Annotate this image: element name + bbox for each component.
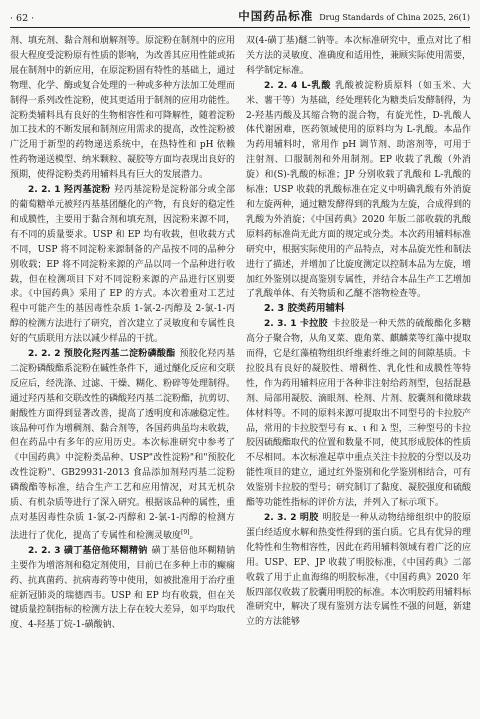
- section-heading: 2. 2. 3 磺丁基倍他环糊精钠: [28, 545, 148, 556]
- section-gelatin: [246, 511, 471, 630]
- section-body: 磺丁基倍他环糊精钠主要作为增溶剂和稳定剂使用，目前已在多种上市的癫痫药、抗真菌药、抗病毒药等中使用，如被批准用于治疗重症新冠肺炎的瑞德西韦。USP 和 EP 均有收载，但在关键质量控制指标的检测方法上存在较大差异，如平均取代度、4-羟基丁烷-1-磺酸钠、: [10, 545, 236, 631]
- journal-name-en: Drug Standards of China 2025, 26(1): [319, 13, 470, 22]
- section-sulfobutyl-cyclodextrin: [10, 544, 235, 633]
- citation-ref: [9]: [181, 528, 190, 536]
- section-heading: 2. 2. 1 羟丙基淀粉: [28, 185, 111, 196]
- section-heading: 2. 2. 4 L-乳酸: [264, 80, 332, 91]
- page-header: [10, 6, 470, 28]
- paragraph-intro: 剂、填充剂、黏合剂和崩解剂等。原淀粉在制剂中的应用很大程度受淀粉原有性质的影响，为改善其应用性能或拓展在制剂中的新应用，在原淀粉固有特性的基础上，通过物理、化学、酶或复合处理的一种或多种方法加工处理而制得一系列改性淀粉，使其更适用于制剂的应用功能性。淀粉类辅料具有良好的生物相容性和可降解性，随着淀粉加工技术的不断发展和制剂应用需求的提高，改性淀粉被广泛用于新型的药物递送系统中，在热特性和 pH 依赖性药物递送模型、纳米颗粒、凝胶等方面均表现出良好的预期，使得淀粉类药用辅料具有巨大的发展潜力。: [10, 36, 236, 181]
- journal-title: [238, 8, 470, 24]
- right-column: [246, 34, 471, 630]
- section-heading: 2. 3. 1 卡拉胶: [264, 319, 328, 330]
- section-heading: 2. 2. 2 预胶化羟丙基二淀粉磷酸酯: [28, 349, 176, 360]
- section-gum-excipients: 2. 3 胶类药用辅料: [264, 303, 345, 315]
- left-column: [10, 34, 235, 633]
- section-body: 明胶是一种从动物结缔组织中的胶原蛋白经适度水解和热变性得到的蛋白质。它具有优异的理化特性和生物相容性，因此在药用辅料领域有着广泛的应用。USP、EP、JP 收载了明胶标准，《中国药典》二部收载了用于止血海绵的明胶标准，《中国药典》2020 年版四部仅收载了胶囊用明胶的标准。本次明胶药用辅料标准研究中，解决了现有鉴别方法专属性不强的问题，新建立的方法能够: [246, 513, 472, 628]
- section-heading: 2. 3. 2 明胶: [264, 513, 319, 523]
- section-hydroxypropyl-starch: [10, 183, 235, 347]
- paragraph-continued: 双(4-磺丁基)醚二钠等。本次标准研究中，重点对比了相关方法的灵敏度、准确度和适用性，兼顾实际使用需要，科学制定标准。: [246, 36, 472, 76]
- section-pregelatinized-phosphate: 2. 2. 2 预胶化羟丙基二淀粉磷酸酯 预胶化羟丙基二淀粉磷酸酯系淀粉在碱性条件下，通过醚化反应和交联反应后，经洗涤、过滤、干燥、糊化、粉碎等处理制得。通过羟丙基和交联改性的磷酸羟丙基二淀粉酯，抗剪切、耐酸性方面得到显著改善，提高了透明度和冻融稳定性。该品种可作为增稠剂、黏合剂等，各国药典虽均未收载，但在药品中有多年的应用历史。本次标准研究中参考了《中国药典》中淀粉类品种、USP"改性淀粉"和"预胶化改性淀粉"、GB29931-2013 食品添加剂羟丙基二淀粉磷酸酯等标准，结合生产工艺和应用情况，对其无机杂质、有机杂质等进行了深入研究。根据该品种的属性，重点对基因毒性杂质 1-氯-2-丙醇和 2-氯-1-丙醇的检测方法进行了优化，提高了专属性和检测灵敏度[9]。: [10, 349, 236, 541]
- section-lactic-acid: [246, 79, 471, 303]
- section-carrageenan: [246, 317, 471, 511]
- section-body: 乳酸被淀粉质原料（如玉米、大米、薯干等）为基础，经处理转化为糖类后发酵制得，为 2-羟基丙酸及其缩合物的混合物，有旋光性，D-乳酸人体代谢困难，医药领域使用的原料均为 L-乳酸。本品作为药用辅料时，常用作 pH 调节剂、助溶剂等，可用于注射剂、口服制剂和外用制剂。EP 收载了乳酸（外消旋）和(S)-乳酸的标准；JP 分别收载了乳酸和 L-乳酸的标准；USP 收载的乳酸标准在定义中明确乳酸有外消旋和左旋两种，通过糖发酵得到的乳酸为左旋，合成得到的乳酸为外消旋；《中国药典》2020 年版二部收载的乳酸原料药标准尚无此方面的规定或分类。本次药用辅料标准研究中，根据实际使用的产品特点，对本品旋光性和制法进行了描述，并增加了比旋度测定以控制本品为左旋，增加红外鉴别以提高鉴别专属性，并结合本品生产工艺增加了乳酸单体、有关物质和乙醚不溶物检查等。: [246, 80, 472, 300]
- section-body: 卡拉胶是一种天然的硫酸酯化多糖高分子聚合物，从角叉菜、鹿角菜、麒麟菜等红藻中提取而得，它是红藻植物组织纤维素纤维之间的间隙基质。卡拉胶具有良好的凝胶性、增稠性、乳化性和成膜性等特性，作为药用辅料应用于各种非注射给药剂型，包括混悬剂、局部用凝胶、滴眼剂、栓剂、片剂、胶囊剂和微球载体材料等。不同的原料来源可提取出不同型号的卡拉胶产品，常用的卡拉胶型号有 κ、ι 和 λ 型，三种型号的卡拉胶因硫酸酯取代的位置和数量不同，使其形成胶体的性质不尽相同。本次标准起草中重点关注卡拉胶的分型以及功能性项目的建立，通过红外鉴别和化学鉴别相结合，可有效鉴别卡拉胶的型号；研究制订了黏度、凝胶强度和硫酸酯等功能性指标的评价方法，并列入了标示项下。: [246, 319, 472, 509]
- section-body: 羟丙基淀粉是淀粉部分或全部的葡萄糖单元被羟丙基基团醚化的产物，有良好的稳定性和成膜性，主要用于黏合剂和填充剂，因淀粉来源不同，有不同的质量要求。USP 和 EP 均有收载，但收载方式不同，USP 将不同淀粉来源制备的产品按不同的品种分别收载；EP 将不同淀粉来源的产品以同一个品种进行收载，但在检测项目下对不同淀粉来源的产品进行区别要求。《中国药典》采用了 EP 的方式。本次着重对工艺过程中可能产生的基因毒性杂质 1-氯-2-丙醇及 2-氯-1-丙醇的检测方法进行了研究，首次建立了灵敏度和专属性良好的气质联用方法以减少样品的干扰。: [10, 185, 236, 345]
- page-number: · 62 ·: [10, 13, 35, 24]
- journal-name-cn: 中国药品标准: [238, 9, 314, 23]
- section-body: 预胶化羟丙基二淀粉磷酸酯系淀粉在碱性条件下，通过醚化反应和交联反应后，经洗涤、过滤、干燥、糊化、粉碎等处理制得。通过羟丙基和交联改性的磷酸羟丙基二淀粉酯，抗剪切、耐酸性方面得到显著改善，提高了透明度和冻融稳定性。该品种可作为增稠剂、黏合剂等，各国药典虽均未收载，但在药品中有多年的应用历史。本次标准研究中参考了《中国药典》中淀粉类品种、USP"改性淀粉"和"预胶化改性淀粉"、GB29931-2013 食品添加剂羟丙基二淀粉磷酸酯等标准，结合生产工艺和应用情况，对其无机杂质、有机杂质等进行了深入研究。根据该品种的属性，重点对基因毒性杂质 1-氯-2-丙醇和 2-氯-1-丙醇的检测方法进行了优化，提高了专属性和检测灵敏度: [10, 349, 236, 541]
